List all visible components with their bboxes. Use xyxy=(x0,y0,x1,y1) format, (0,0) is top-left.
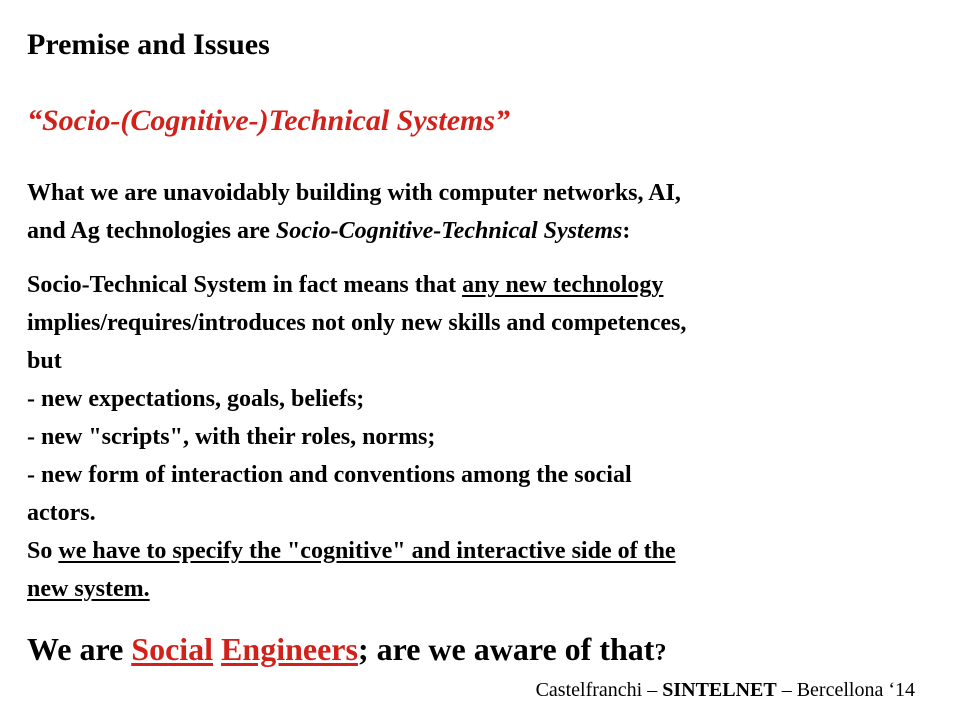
closing-pre: We are xyxy=(27,631,132,667)
intro-paragraph xyxy=(27,174,681,250)
body-line-3: but xyxy=(27,348,62,374)
footer-project: SINTELNET xyxy=(662,679,777,701)
body-underlined-technology: any new technology xyxy=(462,272,664,298)
body-underlined-new-system: new system. xyxy=(27,576,150,602)
intro-line-2-text: and Ag technologies are xyxy=(27,218,276,244)
closing-qmark: ? xyxy=(654,640,667,666)
body-line-7: actors. xyxy=(27,500,96,526)
intro-colon: : xyxy=(622,218,631,244)
body-line-1 xyxy=(27,266,686,304)
body-line-8-text: So xyxy=(27,538,59,564)
body-line-2: implies/requires/introduces not only new skills and competences, xyxy=(27,310,687,336)
slide-footer xyxy=(536,677,915,703)
footer-author: Castelfranchi – xyxy=(535,679,663,701)
footer-venue: – Bercellona ‘14 xyxy=(776,679,915,701)
closing-engineers: Engineers xyxy=(221,631,358,667)
body-line-9 xyxy=(27,570,686,608)
body-line-8 xyxy=(27,532,686,570)
closing-social: Social xyxy=(131,631,214,667)
closing-question xyxy=(27,627,666,675)
body-underlined-specify: we have to specify the "cognitive" and interactive side of the xyxy=(58,538,676,564)
body-paragraph xyxy=(27,266,686,608)
bullet-interaction: - new form of interaction and conventions among the social xyxy=(27,462,632,488)
bullet-expectations: - new expectations, goals, beliefs; xyxy=(27,386,365,412)
intro-line-2 xyxy=(27,212,681,250)
slide-subtitle: “Socio-(Cognitive-)Technical Systems” xyxy=(27,104,511,137)
closing-post: ; are we aware of that xyxy=(357,631,655,667)
intro-emphasis: Socio-Cognitive-Technical Systems xyxy=(275,218,623,244)
closing-space xyxy=(213,631,221,667)
intro-line-1: What we are unavoidably building with computer networks, AI, xyxy=(27,180,681,206)
slide-title: Premise and Issues xyxy=(27,28,270,61)
body-line-1-text: Socio-Technical System in fact means that xyxy=(27,272,463,298)
bullet-scripts: - new "scripts", with their roles, norms; xyxy=(27,424,436,450)
